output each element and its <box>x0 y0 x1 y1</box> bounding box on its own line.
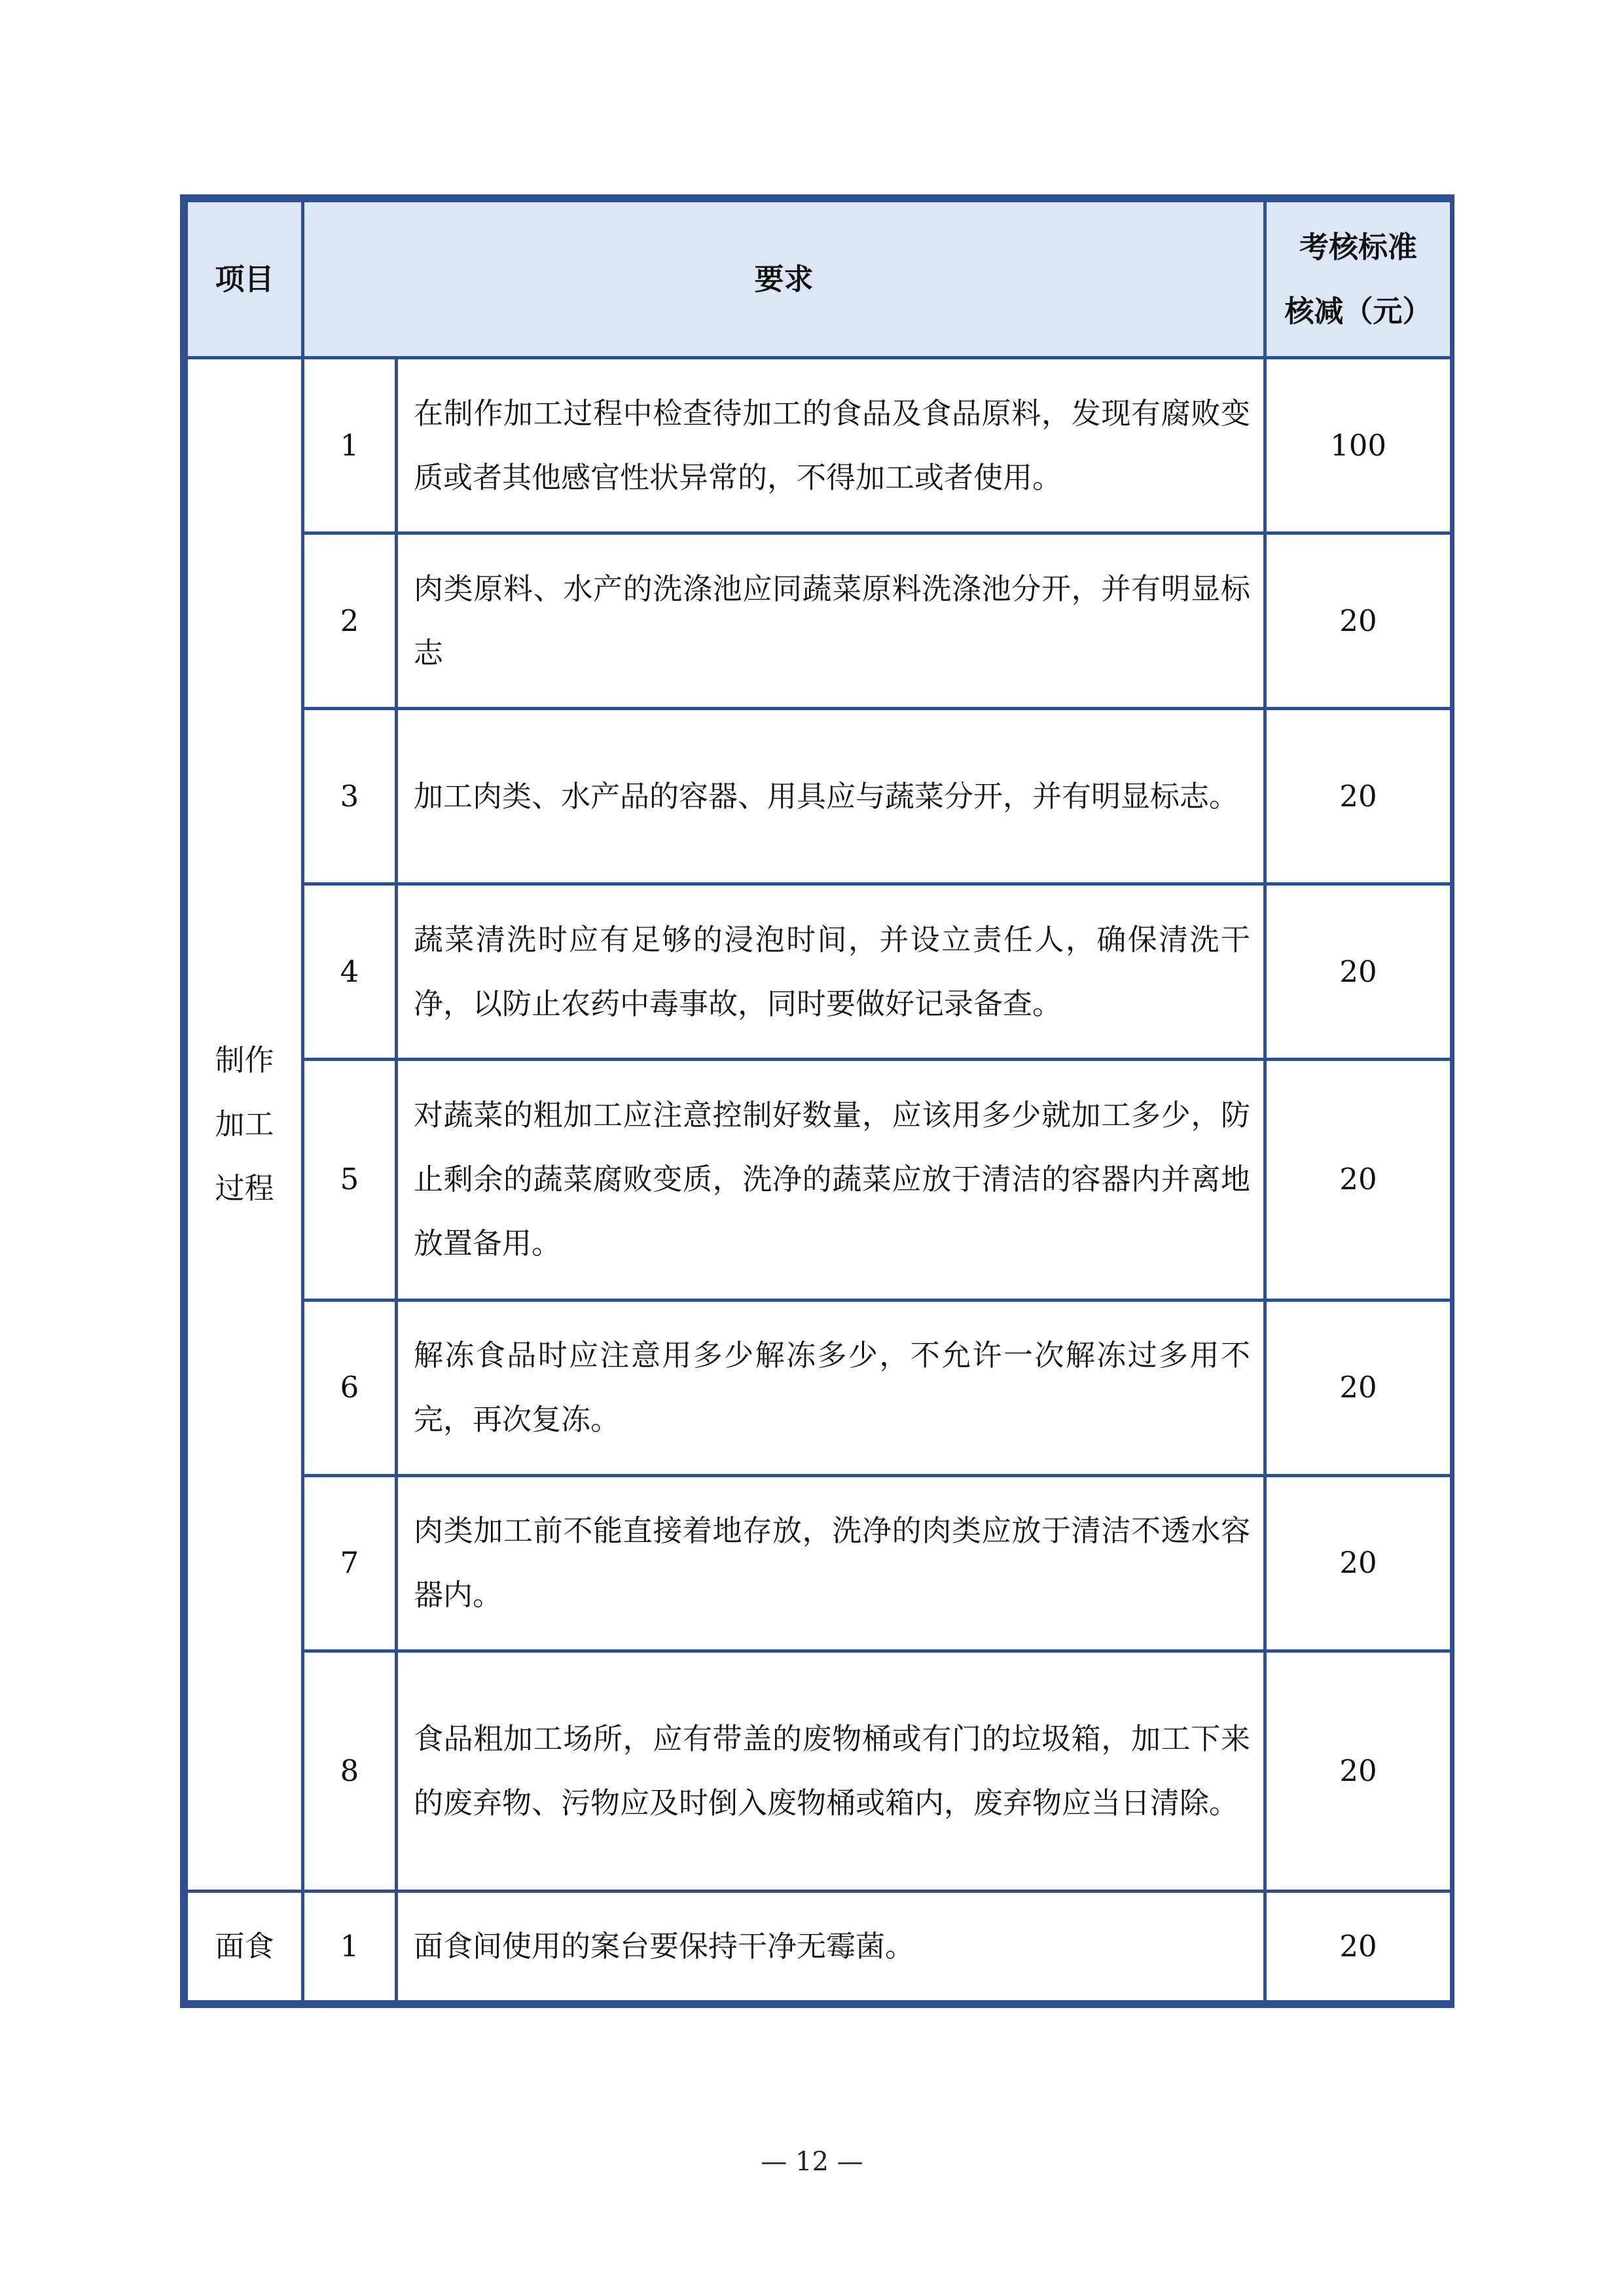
requirement-text: 食品粗加工场所，应有带盖的废物桶或有门的垃圾箱，加工下来的废弃物、污物应及时倒入废物桶或箱内，废弃物应当日清除。 <box>397 1651 1265 1891</box>
table-row <box>187 1651 1452 1891</box>
requirement-text: 肉类原料、水产的洗涤池应同蔬菜原料洗涤池分开，并有明显标志 <box>397 533 1265 709</box>
requirement-text: 对蔬菜的粗加工应注意控制好数量，应该用多少就加工多少，防止剩余的蔬菜腐败变质，洗净的蔬菜应放于清洁的容器内并离地放置备用。 <box>397 1060 1265 1300</box>
table-row <box>187 1891 1452 2001</box>
row-number: 1 <box>303 1891 397 2001</box>
project-cell-processing <box>187 358 303 1892</box>
requirement-text: 蔬菜清洗时应有足够的浸泡时间，并设立责任人，确保清洗干净，以防止农药中毒事故，同时要做好记录备查。 <box>397 884 1265 1060</box>
requirement-text: 加工肉类、水产品的容器、用具应与蔬菜分开，并有明显标志。 <box>397 709 1265 884</box>
deduction-amount: 20 <box>1265 1475 1452 1651</box>
row-number: 7 <box>303 1475 397 1651</box>
requirement-text: 肉类加工前不能直接着地存放，洗净的肉类应放于清洁不透水容器内。 <box>397 1475 1265 1651</box>
row-number: 5 <box>303 1060 397 1300</box>
deduction-amount: 20 <box>1265 533 1452 709</box>
header-standard <box>1265 201 1452 358</box>
header-standard-line1: 考核标准 <box>1299 229 1418 264</box>
row-number: 2 <box>303 533 397 709</box>
requirement-text: 面食间使用的案台要保持干净无霉菌。 <box>397 1891 1265 2001</box>
table-row <box>187 358 1452 533</box>
header-standard-line2: 核减（元） <box>1284 293 1432 329</box>
assessment-table-frame <box>180 194 1454 2008</box>
table-header-row <box>187 201 1452 358</box>
table-row <box>187 1060 1452 1300</box>
header-project: 项目 <box>187 201 303 358</box>
deduction-amount: 20 <box>1265 1651 1452 1891</box>
assessment-table <box>185 199 1453 2003</box>
page-number: — 12 — <box>761 2147 863 2177</box>
row-number: 1 <box>303 358 397 533</box>
table-row <box>187 1475 1452 1651</box>
requirement-text: 解冻食品时应注意用多少解冻多少，不允许一次解冻过多用不完，再次复冻。 <box>397 1300 1265 1475</box>
requirement-text: 在制作加工过程中检查待加工的食品及食品原料，发现有腐败变质或者其他感官性状异常的，不得加工或者使用。 <box>397 358 1265 533</box>
deduction-amount: 100 <box>1265 358 1452 533</box>
table-row <box>187 709 1452 884</box>
deduction-amount: 20 <box>1265 1300 1452 1475</box>
row-number: 4 <box>303 884 397 1060</box>
deduction-amount: 20 <box>1265 1060 1452 1300</box>
table-row <box>187 1300 1452 1475</box>
table-row <box>187 884 1452 1060</box>
deduction-amount: 20 <box>1265 884 1452 1060</box>
row-number: 8 <box>303 1651 397 1891</box>
row-number: 3 <box>303 709 397 884</box>
row-number: 6 <box>303 1300 397 1475</box>
deduction-amount: 20 <box>1265 1891 1452 2001</box>
deduction-amount: 20 <box>1265 709 1452 884</box>
project-label: 制作加工过程 <box>215 1042 274 1206</box>
project-cell-pastry: 面食 <box>187 1891 303 2001</box>
table-row <box>187 533 1452 709</box>
header-requirement: 要求 <box>303 201 1265 358</box>
